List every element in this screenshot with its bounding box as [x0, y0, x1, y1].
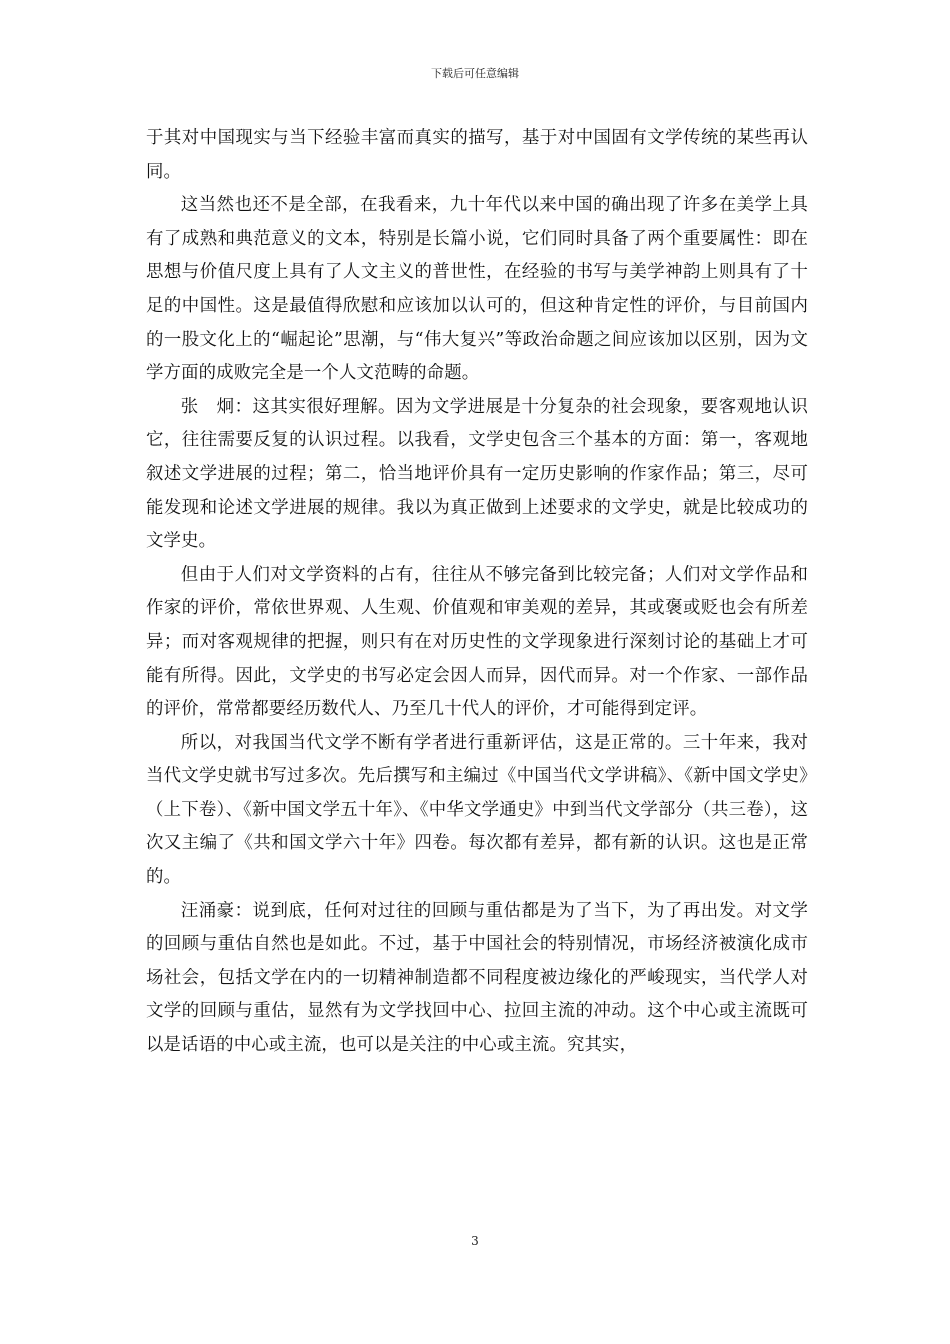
paragraph: 但由于人们对文学资料的占有，往往从不够完备到比较完备；人们对文学作品和作家的评价，常依世界观、人生观、价值观和审美观的差异，其或褒或贬也会有所差异；而对客观规律的把握，则只有在对历史性的文学现象进行深刻讨论的基础上才可能有所得。因此，文学史的书写必定会因人而异，因代而异。对一个作家、一部作品的评价，常常都要经历数代人、乃至几十代人的评价，才可能得到定评。 [146, 564, 808, 720]
page-number: 3 [471, 1234, 479, 1248]
paragraph: 所以，对我国当代文学不断有学者进行重新评估，这是正常的。三十年来，我对当代文学史就书写过多次。先后撰写和主编过《中国当代文学讲稿》、《新中国文学史》（上下卷）、《新中国文学五十年》、《中华文学通史》中到当代文学部分（共三卷），这次又主编了《共和国文学六十年》四卷。每次都有差异，都有新的认识。这也是正常的。 [146, 732, 808, 888]
document-body [146, 122, 808, 1063]
page-header: 下载后可任意编辑 [431, 67, 519, 80]
paragraph-continuation: 于其对中国现实与当下经验丰富而真实的描写，基于对中国固有文学传统的某些再认同。 [146, 128, 808, 182]
paragraph: 这当然也还不是全部，在我看来，九十年代以来中国的确出现了许多在美学上具有了成熟和典范意义的文本，特别是长篇小说，它们同时具备了两个重要属性：即在思想与价值尺度上具有了人文主义的普世性，在经验的书写与美学神韵上则具有了十足的中国性。这是最值得欣慰和应该加以认可的，但这种肯定性的评价，与目前国内的一股文化上的“崛起论”思潮，与“伟大复兴”等政治命题之间应该加以区别，因为文学方面的成败完全是一个人文范畴的命题。 [146, 195, 808, 384]
paragraph: 张 炯：这其实很好理解。因为文学进展是十分复杂的社会现象，要客观地认识它，往往需要反复的认识过程。以我看，文学史包含三个基本的方面：第一，客观地叙述文学进展的过程；第二，恰当地评价具有一定历史影响的作家作品；第三，尽可能发现和论述文学进展的规律。我以为真正做到上述要求的文学史，就是比较成功的文学史。 [146, 396, 808, 552]
paragraph: 汪涌豪：说到底，任何对过往的回顾与重估都是为了当下，为了再出发。对文学的回顾与重估自然也是如此。不过，基于中国社会的特别情况，市场经济被演化成市场社会，包括文学在内的一切精神制造都不同程度被边缘化的严峻现实，当代学人对文学的回顾与重估，显然有为文学找回中心、拉回主流的冲动。这个中心或主流既可以是话语的中心或主流，也可以是关注的中心或主流。究其实， [146, 900, 808, 1056]
